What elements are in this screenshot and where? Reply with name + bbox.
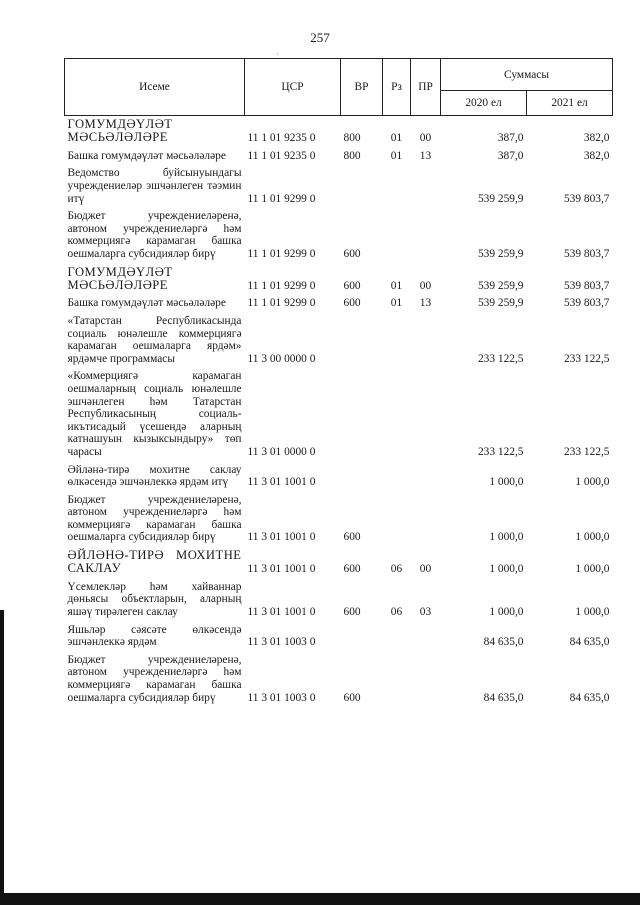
- row-sum-2021: 1 000,0: [575, 531, 610, 544]
- row-vr: [341, 622, 383, 652]
- row-csr: 11 1 01 9299 0: [247, 297, 316, 310]
- row-sum-2021: 1 000,0: [575, 476, 610, 489]
- row-vr: 800: [343, 132, 361, 145]
- row-rz: [383, 313, 411, 368]
- header-pr: ПР: [411, 59, 441, 116]
- budget-table-container: [64, 58, 612, 707]
- row-pr: [411, 652, 441, 707]
- table-row: [65, 368, 613, 461]
- row-sum-2020: 84 635,0: [483, 636, 524, 649]
- row-name: Бюджет учреждениеләренә, автоном учреждениеләргә һәм коммерциягә карамаган башка оешмаларга субсидияләр бирү: [67, 493, 242, 544]
- row-name: Бюджет учреждениеләренә, автоном учреждениеләргә һәм коммерциягә карамаган башка оешмаларга субсидияләр бирү: [67, 653, 242, 704]
- row-sum-2020: 233 122,5: [477, 352, 524, 365]
- row-rz: 06: [390, 563, 403, 576]
- row-csr: 11 3 01 1001 0: [247, 476, 316, 489]
- row-rz: [383, 622, 411, 652]
- row-csr: 11 1 01 9299 0: [247, 247, 316, 260]
- row-vr: 600: [343, 691, 361, 704]
- row-sum-2020: 539 259,9: [477, 297, 524, 310]
- row-rz: [383, 652, 411, 707]
- row-csr: 11 3 01 1003 0: [247, 636, 316, 649]
- row-pr: [411, 313, 441, 368]
- table-row: [65, 622, 613, 652]
- header-vr: ВР: [341, 59, 383, 116]
- row-name: «Коммерциягә карамаган оешмаларның социаль юнәлешле эшчәнлеген һәм Татарстан Республикасының социаль-икътисадый үсешендә аларның катнашуын кызыксындыру» төп чарасы: [67, 370, 242, 458]
- header-year-2021: 2021 ел: [527, 91, 613, 116]
- row-sum-2020: 387,0: [497, 132, 524, 145]
- row-rz: 01: [390, 279, 403, 292]
- row-rz: [383, 368, 411, 461]
- row-rz: 06: [390, 606, 403, 619]
- row-name: Үсемлекләр һәм хайваннар дөньясы объектларын, аларның яшәү тирәлеген саклау: [67, 580, 242, 619]
- row-pr: 00: [419, 132, 432, 145]
- row-pr: [411, 208, 441, 263]
- row-vr: 600: [343, 563, 361, 576]
- table-body: [65, 116, 613, 708]
- table-row: [65, 579, 613, 622]
- row-pr: [411, 165, 441, 208]
- row-vr: 600: [343, 297, 361, 310]
- scan-edge-bottom: [0, 893, 640, 905]
- row-sum-2020: 1 000,0: [489, 531, 524, 544]
- row-sum-2020: 387,0: [497, 149, 524, 162]
- row-sum-2020: 233 122,5: [477, 445, 524, 458]
- row-sum-2021: 382,0: [583, 132, 610, 145]
- row-sum-2021: 1 000,0: [575, 563, 610, 576]
- row-vr: 800: [343, 149, 361, 162]
- row-pr: 00: [419, 563, 432, 576]
- budget-table: [64, 58, 613, 707]
- row-sum-2021: 539 803,7: [563, 297, 610, 310]
- row-sum-2021: 539 803,7: [563, 279, 610, 292]
- row-name: Башка гомумдәүләт мәсьәләләре: [67, 297, 226, 310]
- table-row: [65, 264, 613, 296]
- row-csr: 11 1 01 9299 0: [247, 279, 316, 292]
- table-header: [65, 59, 613, 116]
- header-name: Исеме: [65, 59, 245, 116]
- row-sum-2021: 1 000,0: [575, 606, 610, 619]
- row-vr: [341, 368, 383, 461]
- header-year-2020: 2020 ел: [441, 91, 527, 116]
- row-csr: 11 3 01 1003 0: [247, 691, 316, 704]
- page-number: 257: [310, 30, 330, 45]
- row-sum-2021: 84 635,0: [569, 691, 610, 704]
- row-name: ГОМУМДӘҮЛӘТ МӘСЬӘЛӘЛӘРЕ: [67, 264, 173, 292]
- row-sum-2020: 539 259,9: [477, 279, 524, 292]
- row-rz: [383, 492, 411, 547]
- row-pr: 13: [419, 149, 432, 162]
- row-sum-2021: 539 803,7: [563, 192, 610, 205]
- table-row: [65, 313, 613, 368]
- row-name: ӘЙЛӘНӘ-ТИРӘ МОХИТНЕ САКЛАУ: [67, 548, 242, 576]
- row-name: Яшьләр сәясәте өлкәсендә эшчәнлеккә ярдәм: [67, 623, 242, 649]
- row-csr: 11 3 01 0000 0: [247, 445, 316, 458]
- row-vr: 600: [343, 279, 361, 292]
- row-pr: [411, 368, 441, 461]
- row-name: Бюджет учреждениеләренә, автоном учреждениеләргә һәм коммерциягә карамаган башка оешмаларга субсидияләр бирү: [67, 210, 242, 260]
- row-sum-2020: 84 635,0: [483, 691, 524, 704]
- table-row: [65, 492, 613, 547]
- table-row: [65, 462, 613, 492]
- row-name: «Татарстан Республикасында социаль юнәлешле коммерциягә карамаган оешмаларга ярдәм» ярдәмче программасы: [67, 314, 242, 365]
- row-sum-2020: 1 000,0: [489, 563, 524, 576]
- table-row: [65, 295, 613, 313]
- row-vr: [341, 313, 383, 368]
- row-vr: 600: [343, 247, 361, 260]
- scan-speck: ·: [276, 50, 279, 59]
- row-vr: 600: [343, 531, 361, 544]
- row-csr: 11 3 00 0000 0: [247, 352, 316, 365]
- table-row: [65, 547, 613, 579]
- row-sum-2021: 382,0: [583, 149, 610, 162]
- header-sums: Суммасы: [441, 59, 613, 91]
- row-rz: 01: [390, 132, 403, 145]
- row-pr: 03: [419, 606, 432, 619]
- table-row: [65, 165, 613, 208]
- row-pr: [411, 462, 441, 492]
- row-pr: [411, 492, 441, 547]
- row-pr: 13: [419, 297, 432, 310]
- header-csr: ЦСР: [245, 59, 341, 116]
- row-name: Әйләнә-тирә мохитне саклау өлкәсендә эшчәнлеккә ярдәм итү: [67, 463, 242, 489]
- row-rz: 01: [390, 297, 403, 310]
- scan-edge-left: [0, 610, 4, 905]
- row-vr: 600: [343, 606, 361, 619]
- row-rz: [383, 462, 411, 492]
- row-sum-2020: 1 000,0: [489, 606, 524, 619]
- row-sum-2021: 233 122,5: [563, 445, 610, 458]
- row-pr: 00: [419, 279, 432, 292]
- table-row: [65, 652, 613, 707]
- row-pr: [411, 622, 441, 652]
- row-sum-2020: 1 000,0: [489, 476, 524, 489]
- row-csr: 11 3 01 1001 0: [247, 563, 316, 576]
- row-vr: [341, 462, 383, 492]
- row-rz: [383, 208, 411, 263]
- row-name: Башка гомумдәүләт мәсьәләләре: [67, 149, 226, 162]
- table-row: [65, 116, 613, 148]
- row-rz: [383, 165, 411, 208]
- row-sum-2020: 539 259,9: [477, 247, 524, 260]
- header-rz: Рз: [383, 59, 411, 116]
- row-name: Ведомство буйсынуындагы учреждениеләр эшчәнлеген тәэмин итү: [67, 167, 242, 205]
- row-rz: 01: [390, 149, 403, 162]
- row-csr: 11 3 01 1001 0: [247, 531, 316, 544]
- row-sum-2021: 539 803,7: [563, 247, 610, 260]
- table-row: [65, 148, 613, 166]
- row-sum-2021: 233 122,5: [563, 352, 610, 365]
- row-csr: 11 1 01 9235 0: [247, 132, 316, 145]
- row-sum-2020: 539 259,9: [477, 192, 524, 205]
- row-csr: 11 3 01 1001 0: [247, 606, 316, 619]
- row-csr: 11 1 01 9235 0: [247, 149, 316, 162]
- row-name: ГОМУМДӘҮЛӘТ МӘСЬӘЛӘЛӘРЕ: [67, 117, 173, 145]
- row-sum-2021: 84 635,0: [569, 636, 610, 649]
- row-vr: [341, 165, 383, 208]
- table-row: [65, 208, 613, 263]
- row-csr: 11 1 01 9299 0: [247, 192, 316, 205]
